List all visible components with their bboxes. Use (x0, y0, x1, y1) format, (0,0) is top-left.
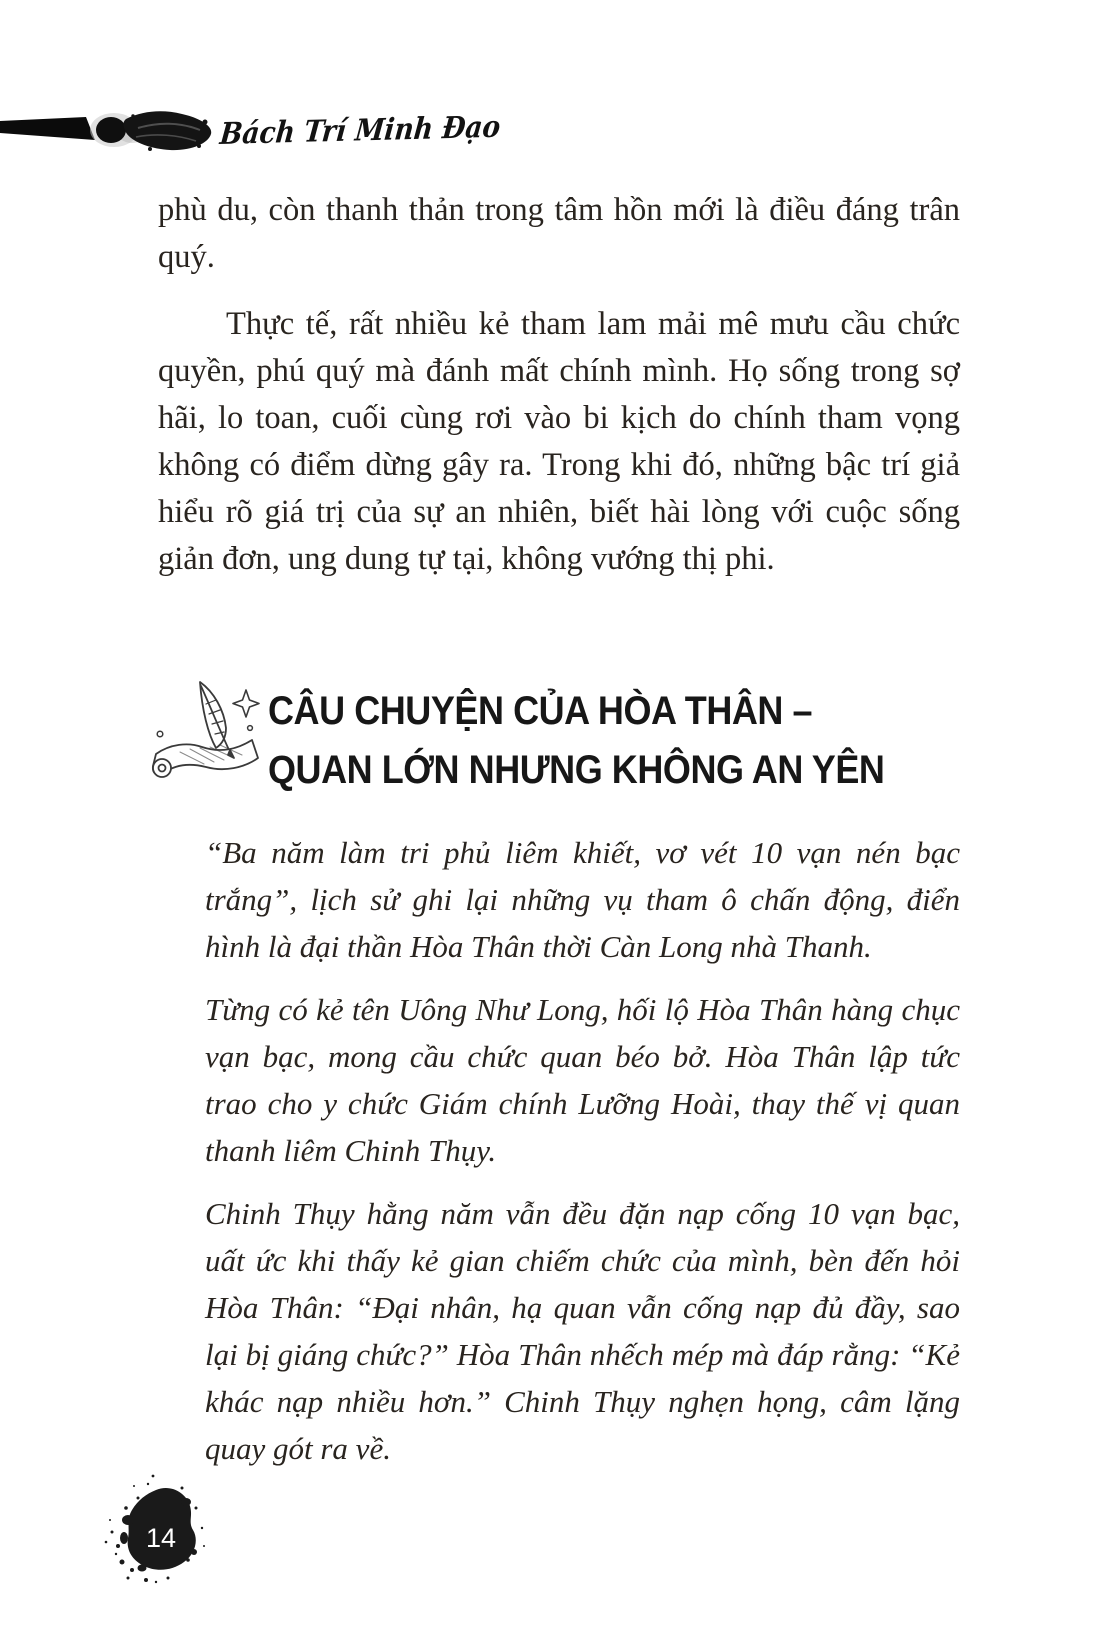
page-number-splat (98, 1468, 218, 1588)
section-heading-line2: QUAN LỚN NHƯNG KHÔNG AN YÊN (268, 748, 885, 792)
story-block (205, 829, 960, 1488)
paragraph-continuation: phù du, còn thanh thản trong tâm hồn mới là điều đáng trân quý. (158, 192, 960, 275)
section-heading-line1: CÂU CHUYỆN CỦA HÒA THÂN – (268, 689, 813, 733)
sparkle-icon (233, 690, 259, 717)
page-body (158, 187, 960, 603)
section-heading-block (146, 676, 1006, 800)
brush-stroke-icon (0, 104, 220, 166)
page-number: 14 (145, 1523, 177, 1553)
paragraph: Thực tế, rất nhiều kẻ tham lam mải mê mưu cầu chức quyền, phú quý mà đánh mất chính mình. Họ sống trong sợ hãi, lo toan, cuối cùng rơi vào bi kịch do chính tham vọng không có điểm dừng gây ra. Trong khi đó, những bậc trí giả hiểu rõ giá trị của sự an nhiên, biết hài lòng với cuộc sống giản đơn, ung dung tự tại, không vướng thị phi. (158, 306, 960, 577)
quill-scroll-icon (146, 676, 264, 791)
section-heading (268, 682, 884, 800)
page-header (0, 104, 1119, 168)
story-paragraph: Chinh Thụy hằng năm vẫn đều đặn nạp cống 10 vạn bạc, uất ức khi thấy kẻ gian chiếm chức của mình, bèn đến hỏi Hòa Thân: “Đại nhân, hạ quan vẫn cống nạp đủ đầy, sao lại bị giáng chức?” Hòa Thân nhếch mép mà đáp rằng: “Kẻ khác nạp nhiều hơn.” Chinh Thụy nghẹn họng, câm lặng quay gót ra về. (205, 1196, 960, 1466)
story-paragraph: Từng có kẻ tên Uông Như Long, hối lộ Hòa Thân hàng chục vạn bạc, mong cầu chức quan béo bở. Hòa Thân lập tức trao cho y chức Giám chính Lưỡng Hoài, thay thế vị quan thanh liêm Chinh Thụy. (205, 992, 960, 1168)
story-paragraph: “Ba năm làm tri phủ liêm khiết, vơ vét 10 vạn nén bạc trắng”, lịch sử ghi lại những vụ tham ô chấn động, điển hình là đại thần Hòa Thân thời Càn Long nhà Thanh. (205, 835, 960, 964)
book-title: Bách Trí Minh Đạo (218, 109, 502, 152)
